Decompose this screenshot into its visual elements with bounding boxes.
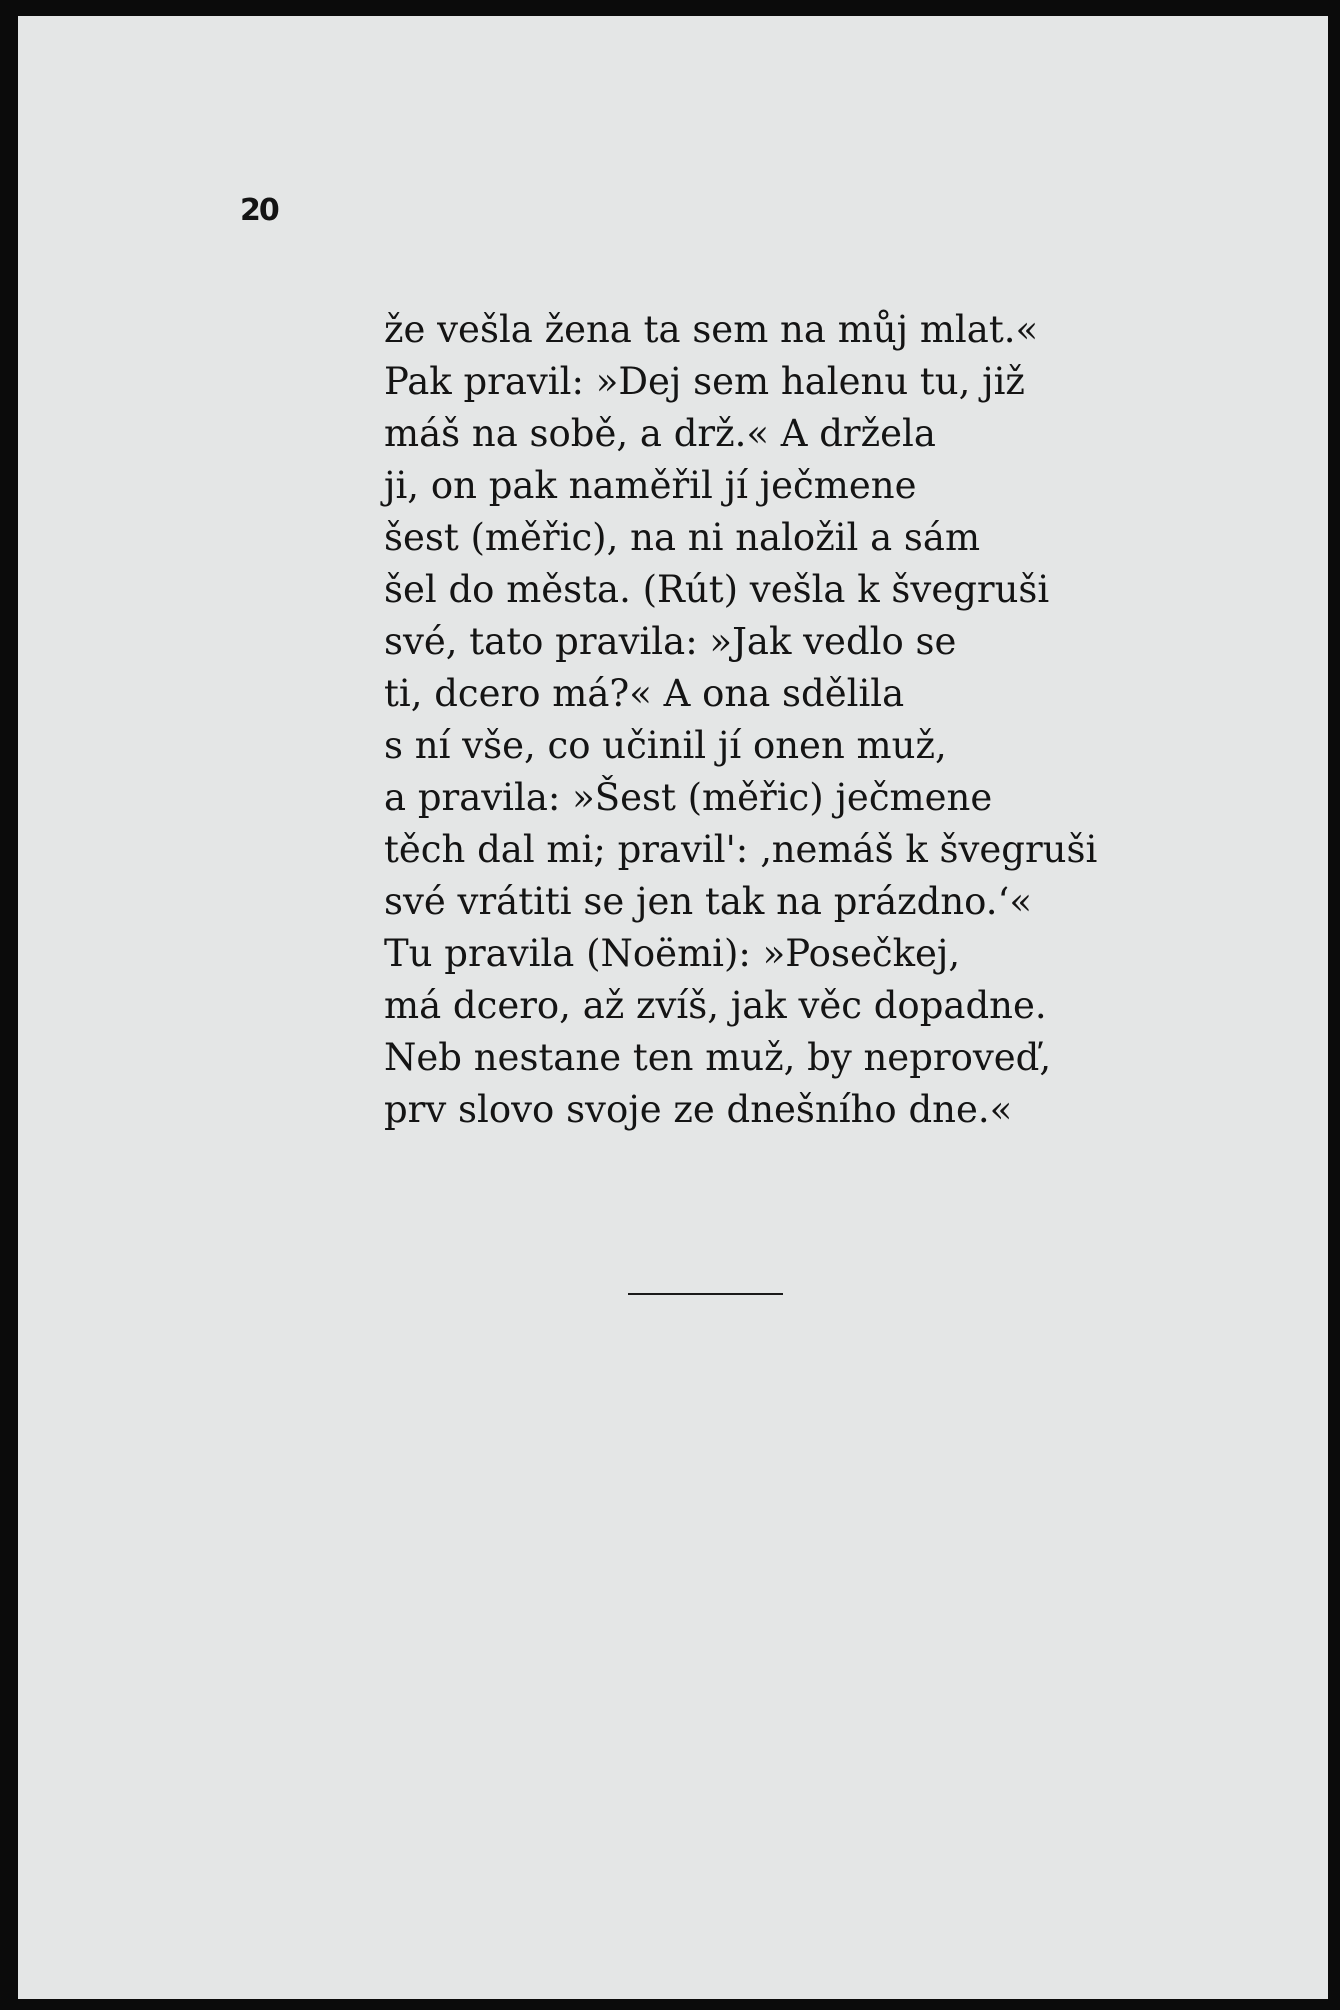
text-line: Neb nestane ten muž, by neproveď, — [384, 1036, 1052, 1079]
text-line: šel do města. (Rút) vešla k švegruši — [384, 568, 1050, 611]
poem-text — [384, 304, 1097, 1136]
text-line: Tu pravila (Noëmi): »Posečkej, — [384, 932, 961, 975]
text-line: má dcero, až zvíš, jak věc dopadne. — [384, 984, 1047, 1027]
page-edge-mark — [42, 1940, 46, 1996]
text-line: prv slovo svoje ze dnešního dne.« — [384, 1088, 1013, 1131]
text-line: své vrátiti se jen tak na prázdno.‘« — [384, 880, 1032, 923]
text-line: s ní vše, co učinil jí onen muž, — [384, 724, 947, 767]
book-page — [18, 16, 1328, 1999]
page-number: 20 — [240, 193, 278, 228]
section-divider — [628, 1293, 783, 1295]
text-line: Pak pravil: »Dej sem halenu tu, již — [384, 360, 1025, 403]
text-line: těch dal mi; pravil': ‚nemáš k švegruši — [384, 828, 1098, 871]
text-line: ji, on pak naměřil jí ječmene — [384, 464, 917, 507]
text-line: že vešla žena ta sem na můj mlat.« — [384, 308, 1039, 351]
text-line: ti, dcero má?« A ona sdělila — [384, 672, 905, 715]
text-line: máš na sobě, a drž.« A držela — [384, 412, 936, 455]
text-line: a pravila: »Šest (měřic) ječmene — [384, 776, 993, 819]
text-line: své, tato pravila: »Jak vedlo se — [384, 620, 957, 663]
text-line: šest (měřic), na ni naložil a sám — [384, 516, 981, 559]
